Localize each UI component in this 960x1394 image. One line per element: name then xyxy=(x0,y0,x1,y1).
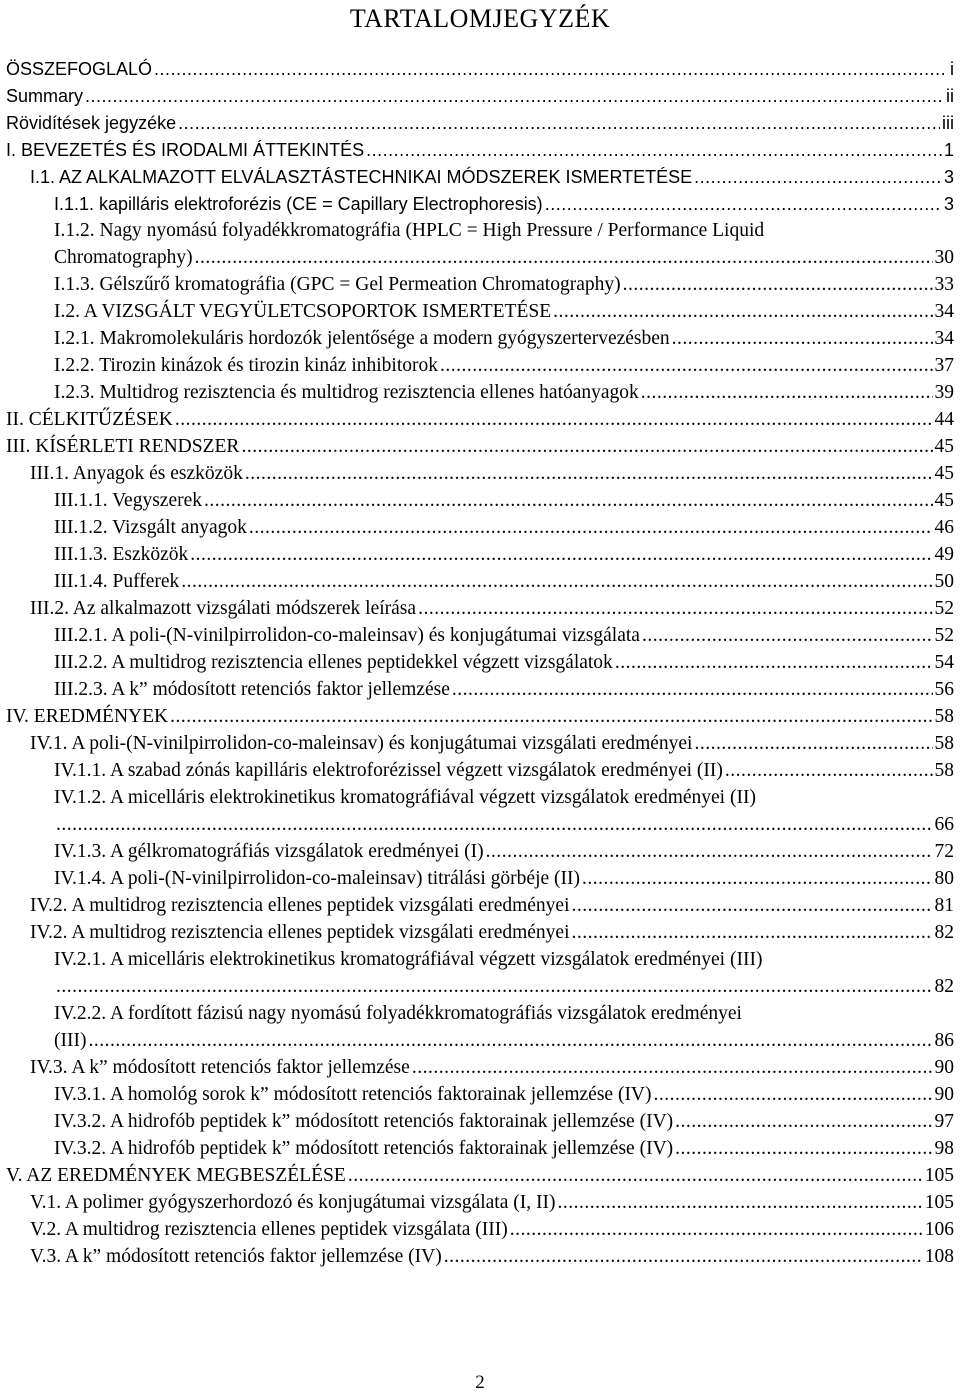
toc-entry[interactable] xyxy=(54,515,954,541)
toc-entry-page: 33 xyxy=(934,274,954,295)
toc-entry-page: 82 xyxy=(934,976,954,997)
toc-entry[interactable] xyxy=(54,866,954,892)
toc-entry[interactable] xyxy=(6,110,954,136)
toc-entry[interactable] xyxy=(54,1028,954,1054)
toc-entry-label: V. AZ EREDMÉNYEK MEGBESZÉLÉSE xyxy=(6,1165,346,1186)
toc-entry-page: 90 xyxy=(934,1057,954,1078)
toc-entry-page: 30 xyxy=(934,247,954,268)
toc-entry-label: IV.1. A poli-(N-vinilpirrolidon-co-maleinsav) és konjugátumai vizsgálati eredményei xyxy=(30,733,693,754)
toc-entry-label: III.2. Az alkalmazott vizsgálati módszerek leírása xyxy=(30,598,417,619)
toc-entry-label: III.1.3. Eszközök xyxy=(54,544,189,565)
toc-entry-page: 58 xyxy=(934,706,954,727)
toc-entry[interactable] xyxy=(54,839,954,865)
toc-entry-label: IV.3.2. A hidrofób peptidek k” módosított retenciós faktorainak jellemzése (IV) xyxy=(54,1111,674,1132)
toc-entry-label: IV.2. A multidrog rezisztencia ellenes peptidek vizsgálati eredményei xyxy=(30,895,570,916)
toc-entry-label: I.2.3. Multidrog rezisztencia és multidrog rezisztencia ellenes hatóanyagok xyxy=(54,382,639,403)
toc-entry[interactable] xyxy=(54,677,954,703)
toc-entry-page: 58 xyxy=(934,733,954,754)
page-number: 2 xyxy=(475,1372,485,1393)
toc-entry-page: 108 xyxy=(924,1246,954,1267)
toc-entry-label: III.1.4. Pufferek xyxy=(54,571,180,592)
toc-entry-page: 45 xyxy=(934,436,954,457)
toc-entry-page: 3 xyxy=(943,194,954,214)
toc-entry[interactable] xyxy=(6,704,954,730)
toc-entry-page: 81 xyxy=(934,895,954,916)
toc-entry[interactable] xyxy=(54,974,954,1000)
toc-entry-page: i xyxy=(950,59,954,79)
toc-entry-page: ii xyxy=(946,86,954,106)
toc-entry-page: 46 xyxy=(934,517,954,538)
toc-entry-label: I.2. A VIZSGÁLT VEGYÜLETCSOPORTOK ISMERTETÉSE xyxy=(54,301,552,322)
toc-entry-label: III.1. Anyagok és eszközök xyxy=(30,463,243,484)
toc-entry-label: I.1. AZ ALKALMAZOTT ELVÁLASZTÁSTECHNIKAI MÓDSZEREK ISMERTETÉSE xyxy=(30,167,693,187)
toc-entry-label[interactable]: IV.1.2. A micelláris elektrokinetikus kromatográfiával végzett vizsgálatok eredményei (II) xyxy=(54,787,756,808)
toc-entry-label: I.2.1. Makromolekuláris hordozók jelentősége a modern gyógyszertervezésben xyxy=(54,328,670,349)
toc-entry[interactable] xyxy=(54,1136,954,1162)
toc-entry-page: 45 xyxy=(934,463,954,484)
toc-entry-page: 82 xyxy=(934,922,954,943)
toc-entry-page: 3 xyxy=(943,167,954,187)
toc-entry-label: III. KÍSÉRLETI RENDSZER xyxy=(6,436,240,457)
toc-entry-label: IV. EREDMÉNYEK xyxy=(6,706,169,727)
toc-entry-page: iii xyxy=(942,113,954,133)
toc-entry[interactable] xyxy=(30,920,954,946)
toc-entry[interactable] xyxy=(6,56,954,82)
toc-entry-page: 58 xyxy=(934,760,954,781)
toc-entry[interactable] xyxy=(54,380,954,406)
toc-entry[interactable] xyxy=(54,299,954,325)
toc-entry-page: 72 xyxy=(934,841,954,862)
toc-entry-page: 34 xyxy=(934,301,954,322)
toc-entry[interactable] xyxy=(54,542,954,568)
toc-entry[interactable] xyxy=(54,569,954,595)
toc-entry-label: IV.1.1. A szabad zónás kapilláris elektroforézissel végzett vizsgálatok eredményei (II) xyxy=(54,760,723,781)
toc-entry-label: III.2.2. A multidrog rezisztencia ellenes peptidekkel végzett vizsgálatok xyxy=(54,652,613,673)
toc-entry-label: (III) xyxy=(54,1030,87,1051)
toc-entry[interactable] xyxy=(54,245,954,271)
toc-entry[interactable] xyxy=(6,407,954,433)
toc-entry-page: 90 xyxy=(934,1084,954,1105)
toc-entry[interactable] xyxy=(30,893,954,919)
toc-entry-label: IV.1.3. A gélkromatográfiás vizsgálatok eredményei (I) xyxy=(54,841,484,862)
toc-entry-label: IV.3. A k” módosított retenciós faktor jellemzése xyxy=(30,1057,410,1078)
toc-entry[interactable] xyxy=(54,326,954,352)
toc-entry[interactable] xyxy=(54,272,954,298)
toc-entry[interactable] xyxy=(30,1217,954,1243)
toc-entry-page: 80 xyxy=(934,868,954,889)
toc-entry[interactable] xyxy=(30,596,954,622)
toc-entry[interactable] xyxy=(54,488,954,514)
toc-entry-page: 45 xyxy=(934,490,954,511)
toc-entry-page: 98 xyxy=(934,1138,954,1159)
toc-entry-page: 66 xyxy=(934,814,954,835)
toc-entry-label: IV.3.1. A homológ sorok k” módosított retenciós faktorainak jellemzése (IV) xyxy=(54,1084,652,1105)
toc-entry-page: 37 xyxy=(934,355,954,376)
toc-entry-label: IV.2. A multidrog rezisztencia ellenes peptidek vizsgálati eredményei xyxy=(30,922,570,943)
toc-entry[interactable] xyxy=(30,1244,954,1270)
toc-entry-label: I.1.1. kapilláris elektroforézis (CE = Capillary Electrophoresis) xyxy=(54,194,543,214)
toc-entry-label: Summary xyxy=(6,86,84,106)
toc-entry[interactable] xyxy=(30,461,954,487)
toc-entry-page: 52 xyxy=(934,625,954,646)
toc-entry-label: V.1. A polimer gyógyszerhordozó és konjugátumai vizsgálata (I, II) xyxy=(30,1192,556,1213)
toc-entry[interactable] xyxy=(6,1163,954,1189)
toc-entry-label: III.2.3. A k” módosított retenciós faktor jellemzése xyxy=(54,679,450,700)
toc-entry[interactable] xyxy=(30,731,954,757)
toc-entry[interactable] xyxy=(54,191,954,217)
toc-entry-label: V.3. A k” módosított retenciós faktor jellemzése (IV) xyxy=(30,1246,442,1267)
toc-entry-label: Rövidítések jegyzéke xyxy=(6,113,177,133)
toc-entry-label: Chromatography) xyxy=(54,247,193,268)
toc-entry-page: 97 xyxy=(934,1111,954,1132)
toc-entry[interactable] xyxy=(54,1109,954,1135)
toc-entry-page: 52 xyxy=(934,598,954,619)
toc-entry[interactable] xyxy=(6,434,954,460)
toc-entry[interactable] xyxy=(6,137,954,163)
toc-entry-page: 44 xyxy=(934,409,954,430)
toc-entry-page: 106 xyxy=(924,1219,954,1240)
toc-entry-page: 105 xyxy=(924,1192,954,1213)
toc-entry-page: 56 xyxy=(934,679,954,700)
toc-entry[interactable] xyxy=(6,83,954,109)
toc-entry-page: 105 xyxy=(924,1165,954,1186)
toc-entry-label: II. CÉLKITŰZÉSEK xyxy=(6,409,173,430)
toc-entry-label: I.1.3. Gélszűrő kromatográfia (GPC = Gel Permeation Chromatography) xyxy=(54,274,621,295)
toc-entry-page: 49 xyxy=(934,544,954,565)
toc-entry-label[interactable]: IV.2.1. A micelláris elektrokinetikus kromatográfiával végzett vizsgálatok eredményei (III) xyxy=(54,949,763,970)
toc-entry-label[interactable]: I.1.2. Nagy nyomású folyadékkromatográfia (HPLC = High Pressure / Performance Liquid xyxy=(54,220,765,241)
toc-entry[interactable] xyxy=(30,164,954,190)
toc-entry-page: 54 xyxy=(934,652,954,673)
toc-entry-page: 39 xyxy=(934,382,954,403)
page-title: TARTALOMJEGYZÉK xyxy=(349,4,611,33)
toc-entry-label: III.1.2. Vizsgált anyagok xyxy=(54,517,247,538)
toc-entry[interactable] xyxy=(30,1055,954,1081)
toc-entry[interactable] xyxy=(54,1082,954,1108)
toc-entry-page: 86 xyxy=(934,1030,954,1051)
toc-entry-label: I.2.2. Tirozin kinázok és tirozin kináz inhibitorok xyxy=(54,355,438,376)
toc-entry[interactable] xyxy=(54,812,954,838)
toc-entry-label: I. BEVEZETÉS ÉS IRODALMI ÁTTEKINTÉS xyxy=(6,140,365,160)
toc-entry-label: IV.1.4. A poli-(N-vinilpirrolidon-co-maleinsav) titrálási görbéje (II) xyxy=(54,868,581,889)
toc-entry[interactable] xyxy=(54,650,954,676)
toc-entry[interactable] xyxy=(54,623,954,649)
toc-entry-label: V.2. A multidrog rezisztencia ellenes peptidek vizsgálata (III) xyxy=(30,1219,508,1240)
toc-entry-label: III.2.1. A poli-(N-vinilpirrolidon-co-maleinsav) és konjugátumai vizsgálata xyxy=(54,625,640,646)
toc-entry-label[interactable]: IV.2.2. A fordított fázisú nagy nyomású folyadékkromatográfiás vizsgálatok eredményei xyxy=(54,1003,742,1024)
toc-entry-label: III.1.1. Vegyszerek xyxy=(54,490,203,511)
toc-entry[interactable] xyxy=(54,758,954,784)
toc-entry-label: IV.3.2. A hidrofób peptidek k” módosított retenciós faktorainak jellemzése (IV) xyxy=(54,1138,674,1159)
toc-entry-page: 1 xyxy=(943,140,954,160)
toc-entry[interactable] xyxy=(30,1190,954,1216)
toc-entry[interactable] xyxy=(54,353,954,379)
toc-entry-page: 50 xyxy=(934,571,954,592)
toc-entry-label: ÖSSZEFOGLALÓ xyxy=(6,59,153,79)
toc-entry-page: 34 xyxy=(934,328,954,349)
